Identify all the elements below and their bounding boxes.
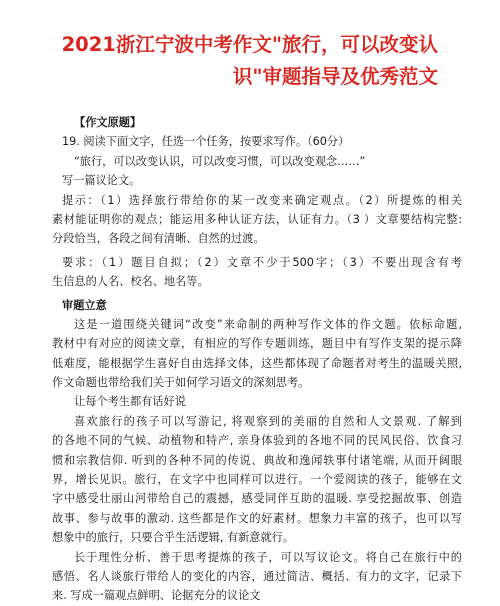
paragraph-line: 的各地不同的气候、动植物和特产, 亲身体验到的各地不同的民风民俗、饮食习	[52, 434, 462, 448]
requirements-line: 生信息的人名、校名、地名等。	[52, 275, 209, 289]
paragraph-line: 这是一道围绕关键词“改变”来命制的两种写作文体的作文题。依标命题,	[74, 317, 462, 331]
analysis-heading: 审题立意	[62, 298, 107, 312]
paragraph-line: 感悟、名人谈旅行带给人的变化的内容，通过简洁、概括、有力的文字，记录下	[52, 569, 462, 583]
original-question-heading: 【作文原题】	[74, 116, 142, 129]
tips-line: 分段恰当，各段之间有清晰、自然的过渡。	[52, 232, 265, 246]
paragraph-line: 来. 写成一篇观点鲜明、论据充分的议论文	[52, 589, 261, 603]
paragraph-line: 教材中有对应的阅读文章，有相应的写作专题训练，题目中有写作支架的提示降	[52, 337, 462, 351]
paragraph-line: 界，增长见识。旅行，在文字中也同样可以进行。一个爱阅读的孩子，能够在文	[52, 473, 462, 487]
paragraph-line: 喜欢旅行的孩子可以写游记, 将观察到的美丽的自然和人文景观. 了解到	[74, 414, 462, 428]
paragraph-line: 惯和宗教信仰. 听到的各种不同的传说、典故和逸闻轶事付诸笔端, 从而开阔眼	[52, 453, 462, 467]
tips-line: 素材能证明你的观点；能运用多种认证方法，认证有力。（3 ）文章要结构完整:	[52, 212, 462, 226]
article-body	[52, 113, 462, 606]
task-line: 写一篇议论文。	[62, 174, 141, 188]
page-title-line-2: 识"审题指导及优秀范文	[232, 65, 438, 88]
paragraph-line: 长于理性分析、善于思考提炼的孩子，可以写议论文。将自己在旅行中的	[74, 550, 462, 564]
paragraph-line: 低难度，能根据学生喜好自由选择文体，这些都体现了命题者对考生的温暖关照,	[52, 356, 462, 370]
page-title-line-1: 2021浙江宁波中考作文"旅行，可以改变认	[61, 33, 438, 56]
subheading: 让每个考生都有话好说	[74, 395, 186, 409]
paragraph-line: 故事、参与故事的激动. 这些都是作文的好素材。想象力丰富的孩子，也可以写	[52, 511, 462, 525]
tips-line: 提示：（1）选择旅行带给你的某一改变来确定观点。（2）所提炼的相关	[62, 193, 462, 207]
requirements-line: 要求：（1）题目自拟；（2）文章不少于500字；（3）不要出现含有考	[62, 255, 462, 269]
paragraph-line: 作文命题也带给我们关于如何学习语文的深刻思考。	[52, 376, 310, 390]
question-line: 19. 阅读下面文字，任选一个任务，按要求写作。（60分）	[62, 135, 350, 149]
question-quote: “旅行，可以改变认识，可以改变习惯，可以改变观念……”	[74, 154, 366, 168]
paragraph-line: 字中感受壮丽山河带给自己的震撼，感受同伴互助的温暖. 享受挖掘故事、创造	[52, 492, 462, 506]
paragraph-line: 想象中的旅行，只要合乎生活逻辑, 有新意就行。	[52, 531, 295, 545]
